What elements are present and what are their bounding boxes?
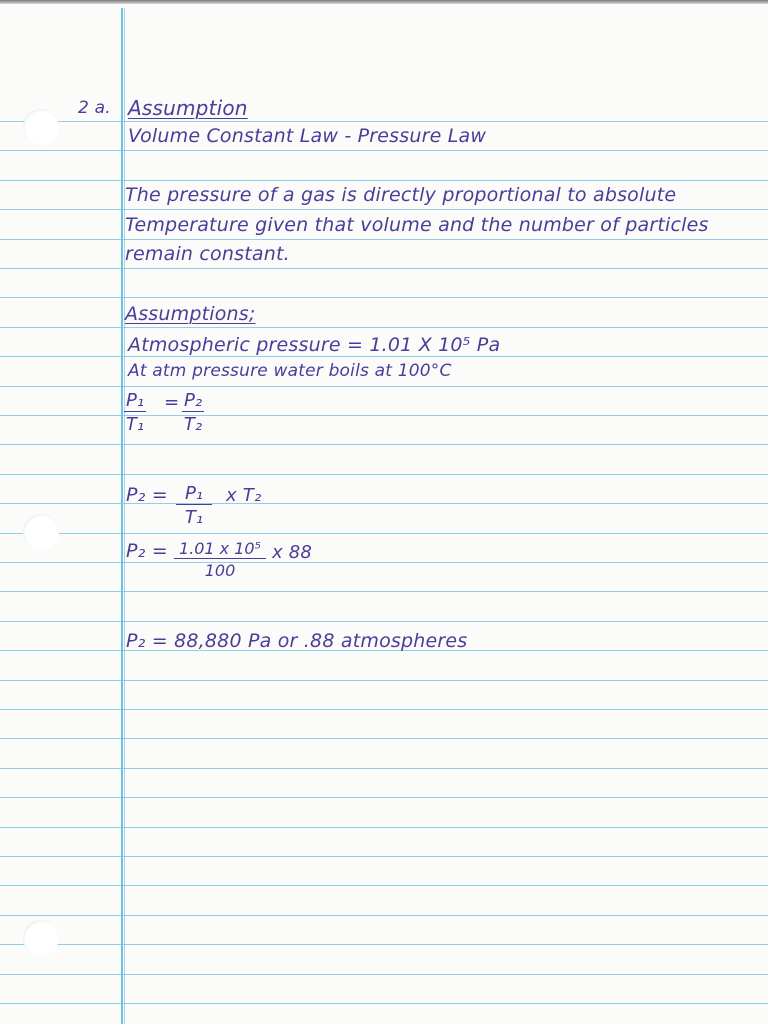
substitute-denominator: 100 — [204, 561, 236, 580]
punch-hole-top — [23, 109, 59, 145]
rule-line — [0, 474, 768, 475]
rule-line — [0, 444, 768, 445]
substitute-tail: x 88 — [272, 542, 313, 563]
fraction-solve — [176, 483, 212, 528]
substitute-lhs: P₂ = — [126, 540, 168, 562]
definition-line-3: remain constant. — [125, 243, 290, 265]
rule-line — [0, 297, 768, 298]
solve-numerator: P₁ — [176, 483, 212, 505]
rule-line — [0, 268, 768, 269]
rule-line — [0, 885, 768, 886]
numerator-p2: P₂ — [184, 390, 203, 411]
rule-line — [0, 415, 768, 416]
assumptions-heading: Assumptions; — [125, 303, 256, 325]
denominator-t2: T₂ — [183, 414, 203, 435]
rule-line — [0, 768, 768, 769]
law-name: Volume Constant Law - Pressure Law — [128, 125, 487, 147]
substitute-numerator: 1.01 x 10⁵ — [174, 539, 266, 559]
page-top-edge — [0, 0, 768, 4]
punch-hole-bottom — [23, 920, 59, 956]
heading-assumption: Assumption — [128, 96, 248, 120]
numerator-p1: P₁ — [126, 390, 145, 411]
equals-sign: = — [164, 392, 180, 413]
rule-line — [0, 944, 768, 945]
rule-line — [0, 974, 768, 975]
solve-denominator: T₁ — [184, 507, 204, 528]
solve-tail: x T₂ — [226, 485, 262, 506]
question-number: 2 a. — [78, 98, 111, 118]
assumption-atm-pressure: Atmospheric pressure = 1.01 X 10⁵ Pa — [128, 334, 501, 356]
fraction-substitute — [174, 539, 266, 580]
rule-line — [0, 150, 768, 151]
rule-line — [0, 856, 768, 857]
rule-line — [0, 827, 768, 828]
rule-line — [0, 121, 768, 122]
assumption-boiling-point: At atm pressure water boils at 100°C — [128, 361, 452, 381]
rule-line — [0, 356, 768, 357]
punch-hole-middle — [23, 514, 59, 550]
rule-line — [0, 1003, 768, 1004]
solve-lhs: P₂ = — [126, 484, 168, 506]
rule-line — [0, 797, 768, 798]
rule-line — [0, 239, 768, 240]
rule-line — [0, 591, 768, 592]
rule-line — [0, 533, 768, 534]
rule-line — [0, 180, 768, 181]
definition-line-1: The pressure of a gas is directly proportional to absolute — [125, 184, 677, 206]
fraction-p1-t1 — [124, 390, 146, 435]
result-line: P₂ = 88,880 Pa or .88 atmospheres — [126, 630, 468, 652]
rule-line — [0, 209, 768, 210]
rule-line — [0, 386, 768, 387]
rule-line — [0, 621, 768, 622]
fraction-p2-t2 — [182, 390, 204, 435]
rule-line — [0, 709, 768, 710]
margin-line-left-secondary — [124, 8, 125, 1024]
rule-line — [0, 915, 768, 916]
denominator-t1: T₁ — [125, 414, 145, 435]
rule-line — [0, 738, 768, 739]
rule-line — [0, 327, 768, 328]
rule-line — [0, 680, 768, 681]
rule-line — [0, 503, 768, 504]
margin-line-left — [121, 8, 123, 1024]
definition-line-2: Temperature given that volume and the number of particles — [125, 214, 709, 236]
rule-line — [0, 562, 768, 563]
